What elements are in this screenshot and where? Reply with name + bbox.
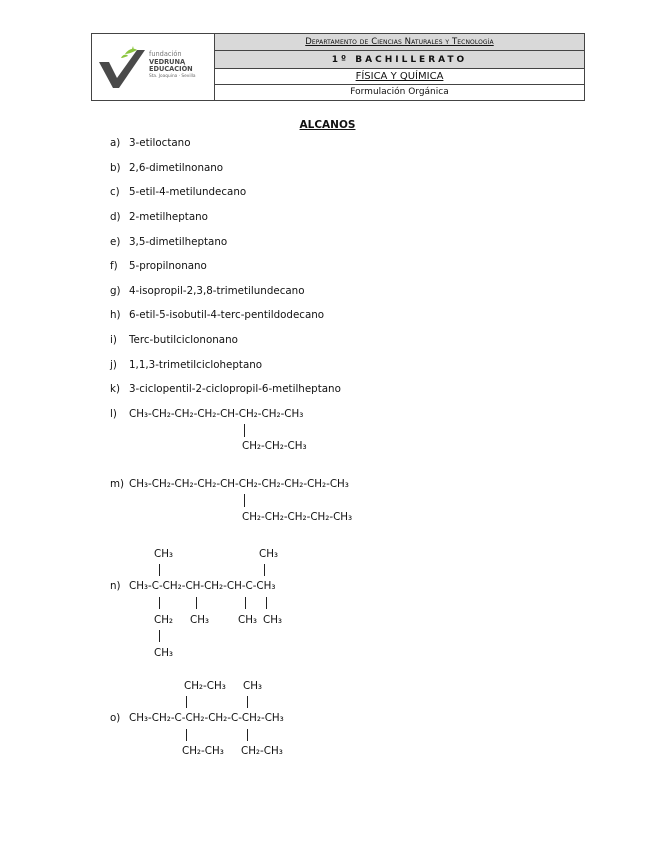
bond-line [244, 494, 245, 507]
structure-m-branch: CH₂-CH₂-CH₂-CH₂-CH₃ [242, 511, 353, 523]
exercise-letter: f) [110, 260, 118, 272]
logo-wordmark [149, 51, 196, 80]
bond-line [196, 597, 197, 609]
structure-letter: l) [110, 408, 117, 420]
course-name: 1º BACHILLERATO [215, 51, 584, 69]
structure-n-top-left: CH₃ [154, 548, 174, 560]
exercise-letter: k) [110, 383, 120, 395]
exercise-letter: e) [110, 236, 121, 248]
structure-letter: n) [110, 580, 121, 592]
bond-line [245, 597, 246, 609]
bond-line [247, 696, 248, 708]
structure-o-top-right: CH₃ [243, 680, 263, 692]
document-header [91, 33, 585, 101]
exercise-name: 4-isopropil-2,3,8-trimetilundecano [129, 285, 305, 297]
exercise-name: 3-ciclopentil-2-ciclopropil-6-metilheptano [129, 383, 341, 395]
bond-line [186, 696, 187, 708]
structure-n-main-chain: CH₃-C-CH₂-CH-CH₂-CH-C-CH₃ [129, 580, 276, 592]
school-logo [92, 34, 215, 100]
structure-n-branch-1-end: CH₃ [154, 647, 174, 659]
structure-o-main-chain: CH₃-CH₂-C-CH₂-CH₂-C-CH₂-CH₃ [129, 712, 284, 724]
exercise-letter: i) [110, 334, 117, 346]
logo-line-3: EDUCACIÓN [149, 65, 193, 74]
structure-n-branch-3: CH₃ [238, 614, 258, 626]
exercise-letter: j) [110, 359, 117, 371]
structure-n-branch-4: CH₃ [263, 614, 283, 626]
exercise-letter: g) [110, 285, 121, 297]
exercise-letter: b) [110, 162, 121, 174]
structure-l-branch: CH₂-CH₂-CH₃ [242, 440, 307, 452]
structure-letter: m) [110, 478, 125, 490]
exercise-name: 5-propilnonano [129, 260, 207, 272]
department-name: Departamento de Ciencias Naturales y Tecnología [215, 34, 584, 51]
exercise-name: 6-etil-5-isobutil-4-terc-pentildodecano [129, 309, 325, 321]
bond-line [159, 597, 160, 609]
logo-line-4: Sta. Joaquina · Sevilla [149, 73, 196, 79]
bond-line [266, 597, 267, 609]
structure-l-main-chain: CH₃-CH₂-CH₂-CH₂-CH-CH₂-CH₂-CH₃ [129, 408, 304, 420]
bond-line [264, 564, 265, 576]
subject-name: FÍSICA Y QUÍMICA [215, 69, 584, 85]
structure-n-top-right: CH₃ [259, 548, 279, 560]
exercise-letter: a) [110, 137, 121, 149]
structure-m-main-chain: CH₃-CH₂-CH₂-CH₂-CH-CH₂-CH₂-CH₂-CH₂-CH₃ [129, 478, 349, 490]
logo-line-2: VEDRUNA [149, 57, 186, 66]
exercise-name: 1,1,3-trimetilcicloheptano [129, 359, 263, 371]
bond-line [159, 630, 160, 642]
exercise-name: 3-etiloctano [129, 137, 191, 149]
exercise-letter: h) [110, 309, 121, 321]
exercise-name: Terc-butilciclononano [129, 334, 238, 346]
structure-n-branch-2: CH₃ [190, 614, 210, 626]
exercise-name: 3,5-dimetilheptano [129, 236, 228, 248]
structure-letter: o) [110, 712, 121, 724]
exercise-name: 5-etil-4-metilundecano [129, 186, 247, 198]
exercise-name: 2-metilheptano [129, 211, 208, 223]
bond-line [186, 729, 187, 741]
exercise-name: 2,6-dimetilnonano [129, 162, 224, 174]
structure-o-bottom-right: CH₂-CH₃ [241, 745, 283, 757]
vedruna-check-logo-icon [97, 46, 147, 90]
bond-line [247, 729, 248, 741]
structure-n-branch-1: CH₂ [154, 614, 174, 626]
bond-line [244, 424, 245, 437]
logo-line-1: fundación [149, 50, 182, 58]
structure-o-bottom-left: CH₂-CH₃ [182, 745, 224, 757]
exercise-letter: c) [110, 186, 120, 198]
exercise-letter: d) [110, 211, 121, 223]
structure-o-top-left: CH₂-CH₃ [184, 680, 226, 692]
bond-line [159, 564, 160, 576]
section-title: ALCANOS [299, 119, 356, 131]
topic-name: Formulación Orgánica [350, 87, 449, 97]
